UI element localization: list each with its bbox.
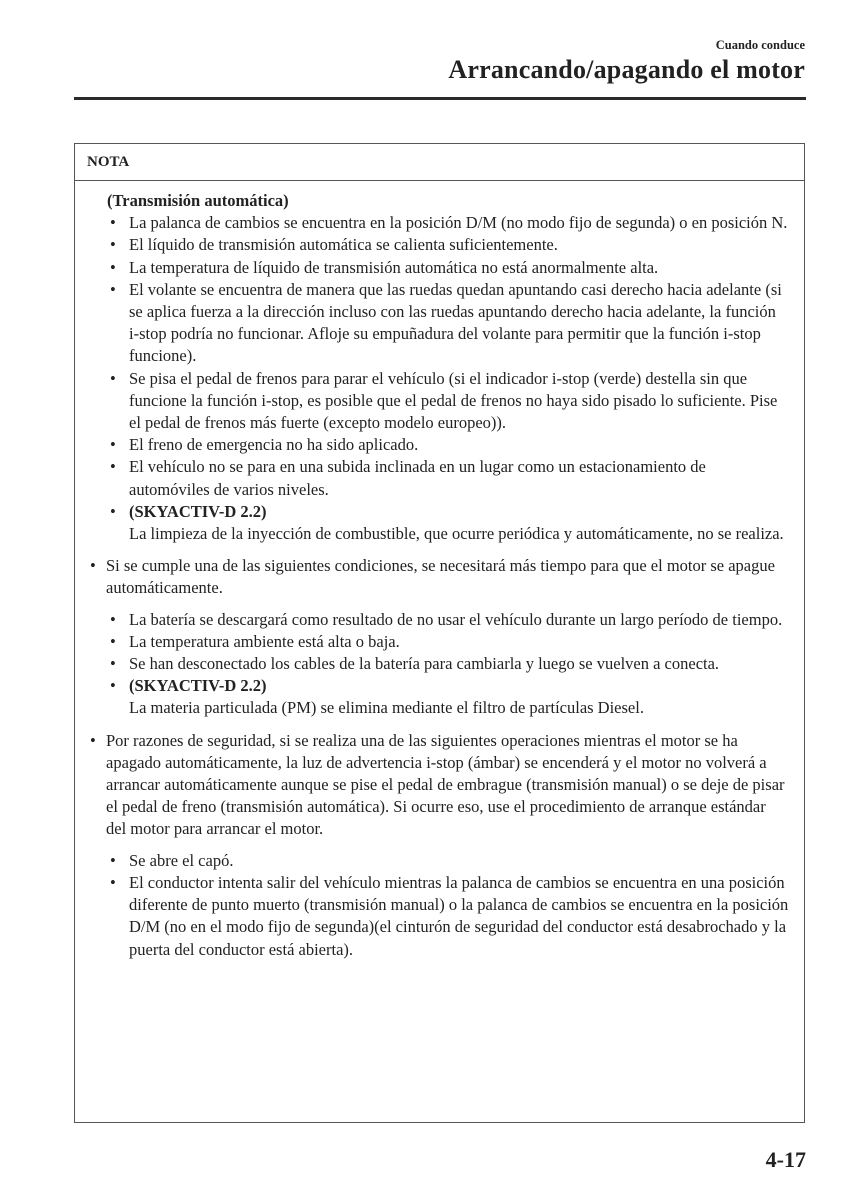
list-item-skyactiv: • (SKYACTIV-D 2.2) La materia particulada (PM) se elimina mediante el filtro de partículas Diesel. <box>107 675 790 719</box>
note-header: NOTA <box>75 144 804 181</box>
list-item: • La batería se descargará como resultado de no usar el vehículo durante un largo período de tiempo. <box>110 609 783 629</box>
list-item: • Se han desconectado los cables de la batería para cambiarla y luego se vuelven a conecta. <box>110 654 720 674</box>
note-bullet: • Por razones de seguridad, si se realiza una de las siguientes operaciones mientras el motor se ha apagado automáticamente, la luz de advertencia i-stop (ámbar) se encenderá y el motor no volverá a arrancar automáticamente aunque se pise el pedal de embrague (transmisión manual) o se deje de pisar el pedal de freno (transmisión automática). Si ocurre eso, use el procedimiento de arranque estándar del motor para arrancar el motor. <box>90 730 785 839</box>
title-divider <box>74 97 806 100</box>
note-box <box>74 143 805 1123</box>
list-item: • La temperatura ambiente está alta o baja. <box>110 631 400 651</box>
list-item: • El conductor intenta salir del vehículo mientras la palanca de cambios se encuentra en una posición diferente de punto muerto (transmisión manual) o la palanca de cambios se encuentra en la posición D/M (no en el modo fijo de segunda)(el cinturón de seguridad del conductor está desabrochado y la puerta del conductor está abierta). <box>110 872 789 959</box>
page-number: 4-17 <box>765 1147 806 1172</box>
list-item: • El volante se encuentra de manera que las ruedas quedan apuntando casi derecho hacia adelante (si se aplica fuerza a la dirección incluso con las ruedas apuntando derecho hacia adelante, la función i-stop podría no funcionar. Afloje su empuñadura del volante para permitir que la función i-stop funcione). <box>110 279 782 366</box>
automatic-transmission-group <box>90 190 790 545</box>
list-item: • El vehículo no se para en una subida inclinada en un lugar como un estacionamiento de automóviles de varios niveles. <box>110 457 706 499</box>
bullet-sublist <box>90 850 790 961</box>
list-item: • La temperatura de líquido de transmisión automática no está anormalmente alta. <box>110 257 659 277</box>
skyactiv-title: (SKYACTIV-D 2.2) <box>129 676 267 696</box>
skyactiv-title: (SKYACTIV-D 2.2) <box>129 501 267 521</box>
automatic-transmission-title: (Transmisión automática) <box>107 191 289 210</box>
note-bullet: • Si se cumple una de las siguientes condiciones, se necesitará más tiempo para que el motor se apague automáticamente. <box>90 556 775 598</box>
note-body <box>75 181 804 961</box>
list-item: • El freno de emergencia no ha sido aplicado. <box>110 435 419 455</box>
list-item: • Se abre el capó. <box>110 850 234 870</box>
bullet-sublist <box>90 609 790 720</box>
section-label: Cuando conduce <box>715 38 805 52</box>
skyactiv-text: La limpieza de la inyección de combustible, que ocurre periódica y automáticamente, no se realiza. <box>129 524 784 544</box>
list-item: • El líquido de transmisión automática se calienta suficientemente. <box>110 235 558 255</box>
page-title: Arrancando/apagando el motor <box>448 55 805 84</box>
skyactiv-text: La materia particulada (PM) se elimina mediante el filtro de partículas Diesel. <box>129 698 644 718</box>
list-item: • La palanca de cambios se encuentra en la posición D/M (no modo fijo de segunda) o en posición N. <box>110 213 788 233</box>
list-item-skyactiv: • (SKYACTIV-D 2.2) La limpieza de la inyección de combustible, que ocurre periódica y automáticamente, no se realiza. <box>107 501 790 545</box>
list-item: • Se pisa el pedal de frenos para parar el vehículo (si el indicador i-stop (verde) destella sin que funcione la función i-stop, es posible que el pedal de frenos no haya sido pisado lo suficiente. Pise el pedal de frenos más fuerte (excepto modelo europeo)). <box>110 368 778 433</box>
